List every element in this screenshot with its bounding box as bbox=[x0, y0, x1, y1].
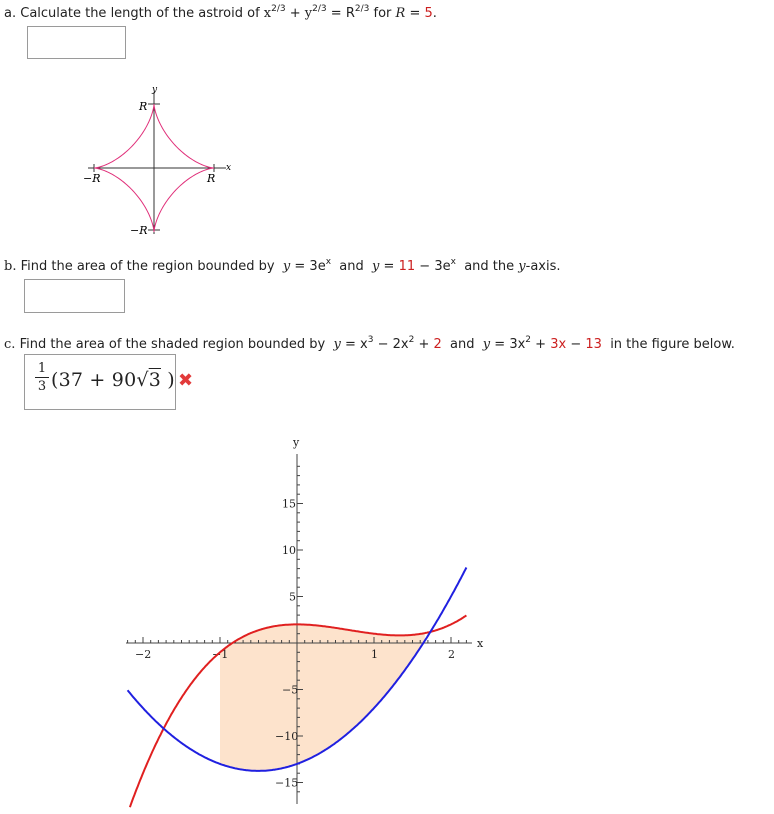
c-eq2-exp2: 2 bbox=[525, 335, 532, 345]
eq-y-exp: 2/3 bbox=[312, 4, 327, 14]
answer-radicand: 3 bbox=[148, 369, 161, 391]
question-a-text: Calculate the length of the astroid of bbox=[20, 6, 260, 21]
question-a bbox=[4, 6, 437, 22]
shaded-region bbox=[220, 624, 425, 771]
area-graph bbox=[120, 432, 500, 810]
x-tick-label: 1 bbox=[371, 648, 378, 661]
y-tick-label: −5 bbox=[282, 683, 299, 697]
eq2-exp: x bbox=[450, 257, 456, 267]
c-eq1-equals: = bbox=[344, 337, 356, 352]
period: . bbox=[432, 6, 437, 21]
c-eq2-lin: 3x bbox=[550, 337, 567, 352]
c-eq1-const: 2 bbox=[433, 337, 442, 352]
c-text-end: in the figure below. bbox=[610, 337, 735, 352]
incorrect-icon: ✖ bbox=[178, 370, 194, 391]
y-axis-word: y bbox=[518, 259, 526, 274]
question-b bbox=[4, 259, 561, 275]
eq-x: x bbox=[263, 6, 272, 21]
question-c bbox=[4, 337, 735, 353]
question-b-text: Find the area of the region bounded by bbox=[20, 259, 275, 274]
y-tick-label: 5 bbox=[289, 590, 296, 604]
text-and: and bbox=[339, 259, 364, 274]
x-tick-label: −2 bbox=[135, 648, 152, 661]
c-eq2-minus: − bbox=[570, 337, 582, 352]
answer-c-box[interactable] bbox=[24, 354, 176, 410]
R-value: 5 bbox=[424, 6, 433, 21]
eq-y: y bbox=[304, 6, 313, 21]
x-axis-label: x bbox=[226, 163, 232, 173]
bottom-R-label: −R bbox=[130, 224, 148, 234]
text-end: and the bbox=[464, 259, 515, 274]
text-axis: -axis. bbox=[525, 259, 561, 274]
eq-R: R bbox=[345, 6, 355, 21]
answer-fraction bbox=[35, 361, 49, 394]
c-eq1-minus: − bbox=[377, 337, 389, 352]
y-tick-label: 15 bbox=[282, 497, 296, 511]
R-label: R bbox=[395, 6, 406, 21]
c-eq1-2x: 2x bbox=[392, 337, 409, 352]
eq-plus: + bbox=[289, 6, 301, 21]
eq1-exp: x bbox=[325, 257, 332, 267]
answer-b-input[interactable] bbox=[24, 279, 125, 313]
fraction-numerator: 1 bbox=[37, 361, 47, 376]
y-tick-label: −10 bbox=[275, 730, 299, 743]
y-tick-label: 10 bbox=[282, 544, 296, 557]
eq2-const: 11 bbox=[398, 259, 416, 274]
eq2-equals: = bbox=[383, 259, 395, 274]
c-eq2-equals: = bbox=[494, 337, 506, 352]
c-eq1-exp2: 2 bbox=[408, 335, 415, 345]
c-eq2-3x: 3x bbox=[509, 337, 526, 352]
c-eq1-x3: x bbox=[359, 337, 368, 352]
x-axis-label: x bbox=[477, 637, 484, 650]
c-eq1-y: y bbox=[333, 337, 341, 352]
x-tick-label: 2 bbox=[448, 648, 455, 661]
top-R-label: R bbox=[139, 100, 148, 113]
x-tick-label: −1 bbox=[212, 648, 229, 661]
question-a-label: a. bbox=[4, 6, 17, 21]
c-text-and: and bbox=[450, 337, 475, 352]
text-for: for bbox=[373, 6, 392, 21]
y-axis-label: y bbox=[152, 85, 158, 95]
equals: = bbox=[409, 6, 421, 21]
answer-open: (37 + 90√ bbox=[51, 369, 149, 391]
eq2-y: y bbox=[372, 259, 380, 274]
eq2-term: 3e bbox=[434, 259, 451, 274]
left-R-label: −R bbox=[83, 172, 101, 185]
answer-close: ) bbox=[160, 369, 175, 391]
question-b-label: b. bbox=[4, 259, 17, 274]
y-axis-label: y bbox=[293, 436, 300, 449]
right-R-label: R bbox=[207, 172, 216, 185]
answer-a-input[interactable] bbox=[27, 26, 126, 59]
question-c-text: Find the area of the shaded region bounded by bbox=[19, 337, 326, 352]
c-eq1-exp3: 3 bbox=[367, 335, 374, 345]
question-c-label: c. bbox=[4, 337, 16, 352]
eq2-minus: − bbox=[419, 259, 431, 274]
c-eq2-y: y bbox=[482, 337, 491, 352]
eq-x-exp: 2/3 bbox=[271, 4, 286, 14]
c-eq2-const: 13 bbox=[585, 337, 602, 352]
astroid-figure bbox=[80, 84, 250, 234]
y-tick-label: −15 bbox=[275, 776, 299, 790]
eq1-equals: = bbox=[294, 259, 306, 274]
fraction-denominator: 3 bbox=[37, 379, 47, 394]
answer-expression bbox=[51, 369, 175, 391]
eq-R-exp: 2/3 bbox=[354, 4, 370, 14]
eq1-rhs: 3e bbox=[309, 259, 326, 274]
fraction-bar bbox=[35, 377, 49, 378]
eq-equals: = bbox=[330, 6, 342, 21]
c-eq2-plus: + bbox=[535, 337, 547, 352]
eq1-y: y bbox=[282, 259, 291, 274]
c-eq1-plus: + bbox=[418, 337, 430, 352]
